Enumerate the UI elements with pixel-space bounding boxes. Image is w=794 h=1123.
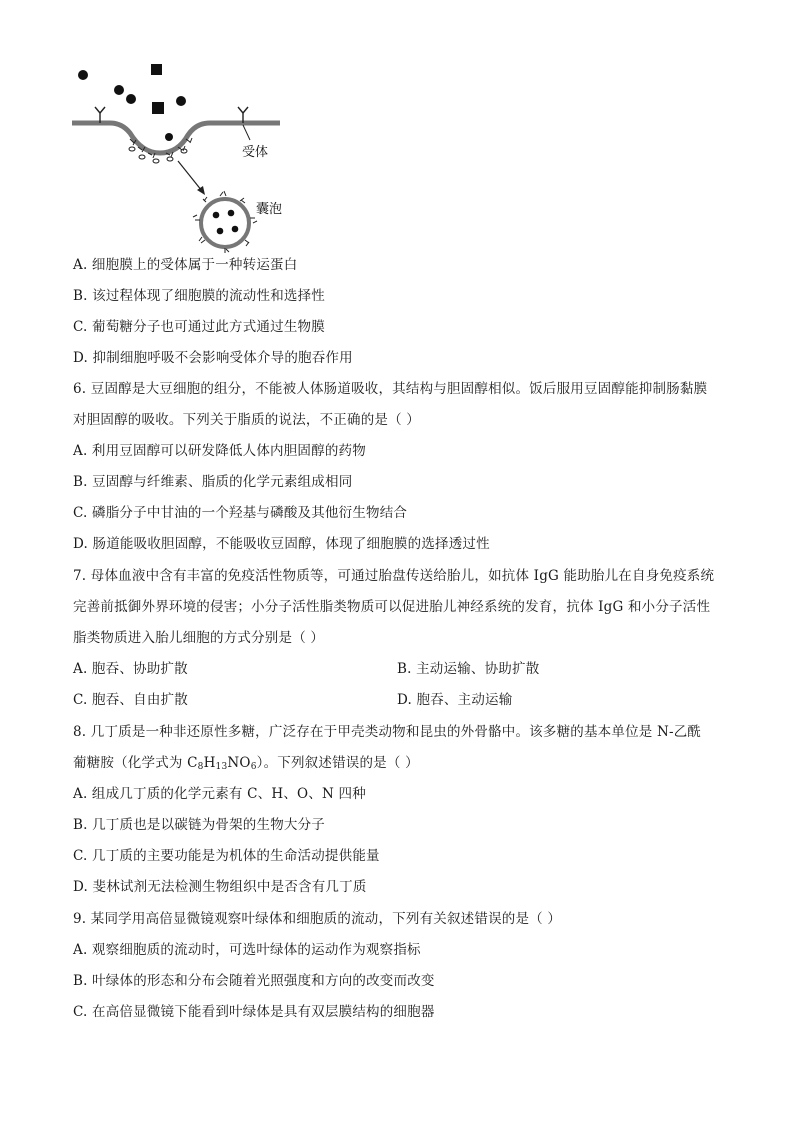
q9-option-b: B. 叶绿体的形态和分布会随着光照强度和方向的改变而改变 xyxy=(73,973,435,989)
formula-text: NO xyxy=(227,755,251,771)
q7-option-b: B. 主动运输、协助扩散 xyxy=(397,661,540,677)
particle-dot xyxy=(217,228,224,235)
formula-subscript: 6 xyxy=(250,762,257,772)
particle-square xyxy=(151,64,162,75)
q7-stem-line1: 7. 母体血液中含有丰富的免疫活性物质等，可通过胎盘传送给胎儿，如抗体 IgG 能助胎儿在自身免疫系统 xyxy=(73,568,715,584)
q8-option-b: B. 几丁质也是以碳链为骨架的生物大分子 xyxy=(73,817,326,833)
q6-option-d: D. 肠道能吸收胆固醇，不能吸收豆固醇，体现了细胞膜的选择透过性 xyxy=(73,536,490,552)
q7-stem-line2: 完善前抵御外界环境的侵害；小分子活性脂类物质可以促进胎儿神经系统的发育，抗体 IgG 和小分子活性 xyxy=(73,599,711,615)
q9-option-c: C. 在高倍显微镜下能看到叶绿体是具有双层膜结构的细胞器 xyxy=(73,1004,435,1020)
particle-dot xyxy=(228,210,235,217)
q9-option-a: A. 观察细胞质的流动时，可选叶绿体的运动作为观察指标 xyxy=(73,942,421,958)
formula-subscript: 8 xyxy=(197,762,204,772)
vesicle xyxy=(201,199,249,247)
endocytosis-diagram xyxy=(60,55,300,255)
particle-dot xyxy=(176,96,186,106)
particle-square xyxy=(152,102,164,114)
q5-option-b: B. 该过程体现了细胞膜的流动性和选择性 xyxy=(73,288,326,304)
particle-dot xyxy=(126,94,136,104)
q8-option-d: D. 斐林试剂无法检测生物组织中是否含有几丁质 xyxy=(73,879,367,895)
q6-option-c: C. 磷脂分子中甘油的一个羟基与磷酸及其他衍生物结合 xyxy=(73,505,408,521)
q8-stem-line1: 8. 几丁质是一种非还原性多糖，广泛存在于甲壳类动物和昆虫的外骨骼中。该多糖的基本单位是 N-乙酰 xyxy=(73,724,702,740)
particle-dot xyxy=(78,70,88,80)
q6-stem-line2: 对胆固醇的吸收。下列关于脂质的说法，不正确的是（ ） xyxy=(73,412,420,428)
q7-option-a: A. 胞吞、协助扩散 xyxy=(73,661,188,677)
particle-dot xyxy=(165,133,173,141)
arrow-line xyxy=(178,161,202,191)
q9-stem: 9. 某同学用高倍显微镜观察叶绿体和细胞质的流动，下列有关叙述错误的是（ ） xyxy=(73,911,562,927)
q6-option-b: B. 豆固醇与纤维素、脂质的化学元素组成相同 xyxy=(73,474,353,490)
q6-stem-line1: 6. 豆固醇是大豆细胞的组分，不能被人体肠道吸收，其结构与胆固醇相似。饭后服用豆固醇能抑制肠黏膜 xyxy=(73,381,708,397)
q7-stem-line3: 脂类物质进入胎儿细胞的方式分别是（ ） xyxy=(73,630,325,646)
receptor-label: 受体 xyxy=(242,144,269,159)
q8-stem-text: ）。下列叙述错误的是（ ） xyxy=(256,755,419,771)
q5-option-d: D. 抑制细胞呼吸不会影响受体介导的胞吞作用 xyxy=(73,350,353,366)
q8-stem-text: 葡糖胺（化学式为 C xyxy=(73,755,198,771)
arrow-head-icon xyxy=(197,186,205,195)
particle-dot xyxy=(114,85,124,95)
q6-option-a: A. 利用豆固醇可以研发降低人体内胆固醇的药物 xyxy=(73,443,366,459)
q8-option-a: A. 组成几丁质的化学元素有 C、H、O、N 四种 xyxy=(73,786,366,802)
particle-dot xyxy=(213,212,220,219)
receptor-pointer xyxy=(243,125,250,140)
q5-option-c: C. 葡萄糖分子也可通过此方式通过生物膜 xyxy=(73,319,325,335)
vesicle-label: 囊泡 xyxy=(256,201,283,216)
q7-option-c: C. 胞吞、自由扩散 xyxy=(73,692,188,708)
q8-stem-line2 xyxy=(73,753,419,773)
formula-subscript: 13 xyxy=(215,762,228,772)
q5-option-a: A. 细胞膜上的受体属于一种转运蛋白 xyxy=(73,257,298,273)
particle-dot xyxy=(232,226,239,233)
q8-option-c: C. 几丁质的主要功能是为机体的生命活动提供能量 xyxy=(73,848,380,864)
formula-text: H xyxy=(203,755,216,771)
endocytosis-figure xyxy=(60,55,300,255)
q7-option-d: D. 胞吞、主动运输 xyxy=(397,692,513,708)
